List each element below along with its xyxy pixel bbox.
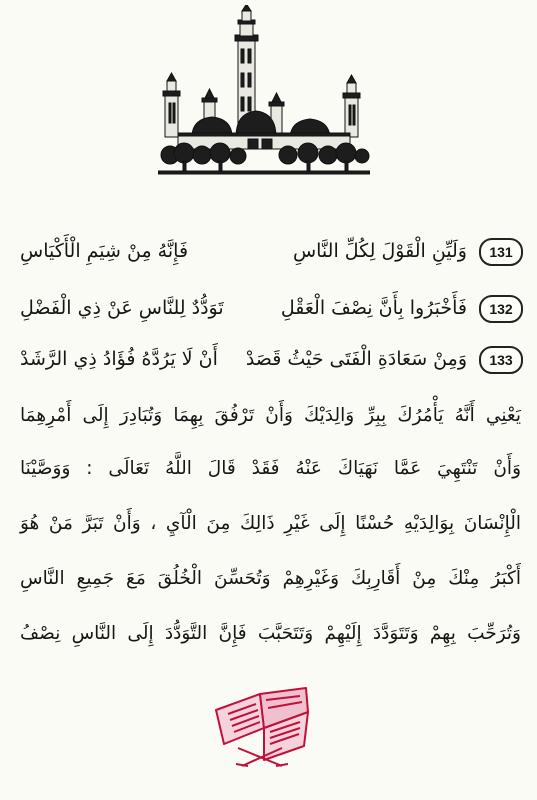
verse-row [0,236,537,278]
commentary-line: يَعْنِي أَنَّهُ يَأْمُرُكَ بِبِرِّ وَالِدَيْكَ وَأَنْ تَرْفُقَ بِهِمَا وَتُبَادِرَ إِلَى أَمْرِهِمَا [20,405,521,426]
verse-first-hemistich: فَأَخْبَرُوا بِأَنَّ نِصْفَ الْعَقْلِ [280,297,467,319]
verse-row [0,344,537,386]
commentary-line: الْإِنْسَانَ بِوَالِدَيْهِ حُسْنًا إِلَى غَيْرِ ذَالِكَ مِنَ الْآيِ ، وَأَنْ تَبَرَّ مَنْ هُوَ [20,513,521,534]
verse-number: 132 [479,295,523,323]
verse-second-hemistich: تَوَدُّدٌ لِلنَّاسِ عَنْ ذِي الْفَضْلِ [20,297,224,319]
mosque-icon [158,5,370,175]
verse-number: 131 [479,238,523,266]
verse-row [0,293,537,335]
verse-number: 133 [479,346,523,374]
verse-second-hemistich: أَنْ لَا يَرُدَّهُ فُؤَادُ ذِي الرَّشَدْ [20,348,218,370]
quran-on-stand-icon [208,686,318,768]
verse-second-hemistich: فَإِنَّهُ مِنْ شِيَمِ الْأَكْيَاسِ [20,240,189,262]
commentary-line: وَأَنْ تَنْتَهِيَ عَمَّا نَهَيَاكَ عَنْهُ فَقَدْ قَالَ اللَّهُ تَعَالَى : وَوَصَّيْنَا [20,458,521,479]
commentary-line: أَكْبَرُ مِنْكَ مِنْ أَقَارِبِكَ وَغَيْرِهِمْ وَتُحَسِّنَ الْخُلُقَ مَعَ جَمِيعِ النَّاسِ [20,568,521,589]
commentary-line: وَتُرَحِّبَ بِهِمْ وَتَتَوَدَّدَ إِلَيْهِمْ وَتَتَحَبَّبَ فَإِنَّ التَّوَدُّدَ إِلَى النَّاسِ نِصْفُ [20,623,521,644]
verse-first-hemistich: وَلَيِّنِ الْقَوْلَ لِكُلِّ النَّاسِ [292,240,467,262]
verse-first-hemistich: وَمِنْ سَعَادَةِ الْفَتَى حَيْثُ قَصَدْ [245,348,467,370]
